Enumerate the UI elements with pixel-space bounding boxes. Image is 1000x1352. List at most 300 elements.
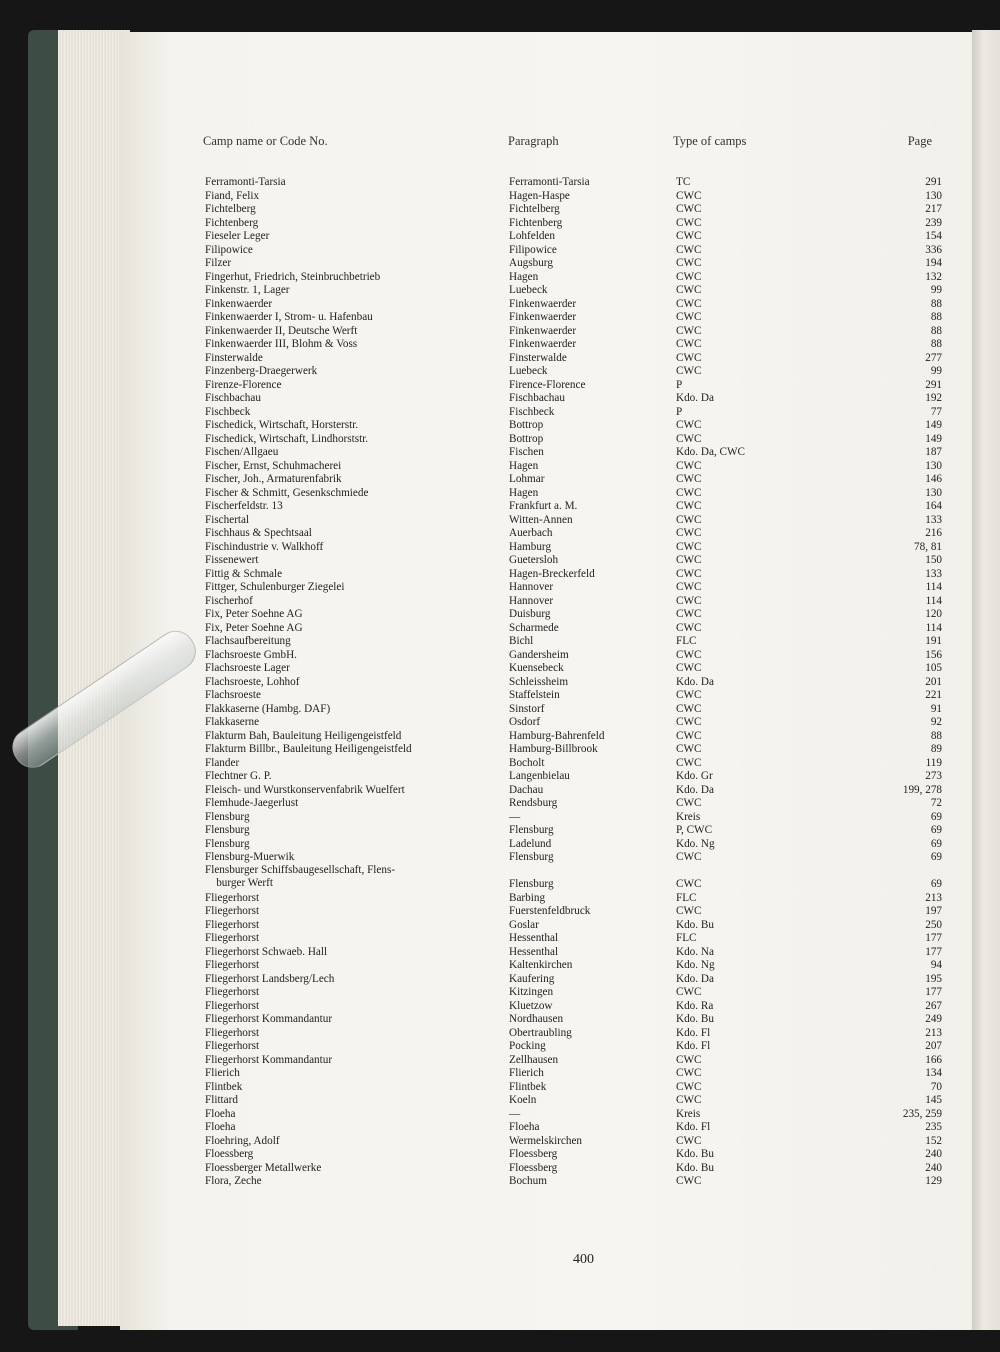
page-ref-cell: 249 <box>925 1013 942 1025</box>
paragraph-cell: Firence-Florence <box>509 378 586 391</box>
camp-name-cell: Floeha <box>205 1107 236 1120</box>
page-ref-cell: 277 <box>925 351 942 364</box>
table-row <box>120 1161 972 1175</box>
header-camp-name: Camp name or Code No. <box>203 134 328 148</box>
page-ref-cell: 213 <box>925 891 942 904</box>
table-row <box>120 607 972 621</box>
camp-type-cell: Kdo. Bu <box>676 1148 714 1160</box>
page-ref-cell: 195 <box>925 972 942 985</box>
paragraph-cell: Augsburg <box>509 257 553 269</box>
page-ref-cell: 149 <box>925 419 942 431</box>
page-ref-cell: 130 <box>925 459 942 472</box>
table-row <box>120 405 972 419</box>
paragraph-cell: Flensburg <box>509 851 554 863</box>
paragraph-cell: Fuerstenfeldbruck <box>509 905 591 917</box>
table-row <box>120 823 972 837</box>
camp-type-cell: P <box>676 378 683 391</box>
paragraph-cell: Hessenthal <box>509 932 559 944</box>
paragraph-cell: Scharmede <box>509 621 559 634</box>
table-row <box>120 918 972 932</box>
table-row <box>120 756 972 770</box>
paragraph-cell: Kaufering <box>509 972 555 985</box>
camp-name-cell: Flachsroeste, Lohhof <box>205 675 300 688</box>
table-row <box>120 1134 972 1148</box>
table-row <box>120 904 972 918</box>
page-ref-cell: 273 <box>925 770 942 782</box>
camp-type-cell: CWC <box>676 351 702 364</box>
camp-name-cell: Fliegerhorst Landsberg/Lech <box>205 972 335 985</box>
page-ref-cell: 88 <box>930 311 942 323</box>
camp-name-cell: Finkenwaerder III, Blohm & Voss <box>205 338 358 350</box>
camp-name-cell: Fischindustrie v. Walkhoff <box>205 540 324 553</box>
camp-type-cell: CWC <box>676 324 702 337</box>
table-row <box>120 283 972 297</box>
camp-type-cell: CWC <box>676 1067 702 1079</box>
paragraph-cell: Hagen <box>509 270 539 283</box>
table-row <box>120 567 972 581</box>
table-row <box>120 229 972 243</box>
page-ref-cell: 177 <box>925 932 942 944</box>
paragraph-cell: Duisburg <box>509 608 551 620</box>
table-row <box>120 486 972 500</box>
camp-type-cell: CWC <box>676 581 702 593</box>
paragraph-cell: Hagen-Breckerfeld <box>509 567 595 580</box>
camp-name-cell: Flakkaserne (Hambg. DAF) <box>205 702 331 715</box>
page-ref-cell: 88 <box>930 324 942 337</box>
camp-name-cell: Floeha <box>205 1121 236 1133</box>
camp-name-cell: Fix, Peter Soehne AG <box>205 621 303 634</box>
camp-type-cell: CWC <box>676 554 702 566</box>
page-ref-cell: 267 <box>925 999 942 1012</box>
camp-type-cell: CWC <box>676 284 702 296</box>
table-row <box>120 783 972 797</box>
camp-name-cell: Fischerfeldstr. 13 <box>205 500 283 512</box>
paragraph-cell: Kluetzow <box>509 999 553 1012</box>
camp-name-cell: Fliegerhorst <box>205 918 260 931</box>
camp-name-cell: Fischer, Ernst, Schuhmacherei <box>205 459 342 472</box>
camp-type-cell: P, CWC <box>676 824 713 836</box>
camp-name-cell: Filzer <box>205 257 232 269</box>
camp-name-cell: Flachsaufbereitung <box>205 635 291 647</box>
camp-type-cell: CWC <box>676 594 702 607</box>
camp-name-cell: Fliegerhorst <box>205 1040 260 1052</box>
page-ref-cell: 92 <box>930 716 942 728</box>
camp-type-cell: CWC <box>676 905 702 917</box>
paragraph-cell: Filipowice <box>509 243 557 256</box>
camp-name-cell: Finkenwaerder <box>205 297 273 310</box>
page-ref-cell: 217 <box>925 203 942 215</box>
book-page <box>120 32 972 1330</box>
paragraph-cell: Bottrop <box>509 432 544 445</box>
camp-type-cell: CWC <box>676 338 702 350</box>
paragraph-cell: Luebeck <box>509 284 548 296</box>
table-row <box>120 648 972 662</box>
camp-type-cell: CWC <box>676 756 702 769</box>
camp-name-cell: Flakkaserne <box>205 716 260 728</box>
camp-name-cell: Fichtenberg <box>205 216 259 229</box>
camp-name-cell: Fischer, Joh., Armaturenfabrik <box>205 473 342 485</box>
paragraph-cell: Frankfurt a. M. <box>509 500 578 512</box>
camp-name-cell: Fischertal <box>205 513 250 526</box>
paragraph-cell: Fichtenberg <box>509 216 563 229</box>
table-row <box>120 1174 972 1188</box>
facing-page-edge <box>972 30 1000 1330</box>
camp-name-cell: Flensburger Schiffsbaugesellschaft, Flens- burger Werft <box>205 863 396 889</box>
page-ref-cell: 91 <box>930 702 942 715</box>
paragraph-cell: Auerbach <box>509 527 553 539</box>
page-ref-cell: 152 <box>925 1134 942 1147</box>
camp-type-cell: CWC <box>676 1094 702 1106</box>
camp-type-cell: TC <box>676 176 691 188</box>
paragraph-cell: Bocholt <box>509 756 545 769</box>
paragraph-cell: — <box>509 1107 521 1120</box>
paragraph-cell: Lohmar <box>509 473 545 485</box>
paragraph-cell: Obertraubling <box>509 1026 572 1039</box>
page-ref-cell: 164 <box>925 500 942 512</box>
table-row <box>120 378 972 392</box>
camp-type-cell: FLC <box>676 891 697 904</box>
page-ref-cell: 187 <box>925 446 942 458</box>
camp-name-cell: Fliegerhorst <box>205 986 260 998</box>
paragraph-cell: Floeha <box>509 1121 540 1133</box>
table-row <box>120 810 972 824</box>
table-row <box>120 891 972 905</box>
table-row <box>120 540 972 554</box>
camp-name-cell: Fischedick, Wirtschaft, Lindhorststr. <box>205 432 369 445</box>
table-row <box>120 931 972 945</box>
page-ref-cell: 114 <box>925 621 942 634</box>
table-row <box>120 526 972 540</box>
paragraph-cell: Guetersloh <box>509 554 559 566</box>
page-ref-cell: 240 <box>925 1148 942 1160</box>
table-row <box>120 769 972 783</box>
camp-type-cell: CWC <box>676 1053 702 1066</box>
page-ref-cell: 239 <box>925 216 942 229</box>
page-ref-cell: 149 <box>925 432 942 445</box>
paragraph-cell: Dachau <box>509 783 544 796</box>
table-row <box>120 418 972 432</box>
camp-name-cell: Fleisch- und Wurstkonservenfabrik Wuelfert <box>205 783 405 796</box>
page-ref-cell: 77 <box>930 405 942 418</box>
paragraph-cell: — <box>509 810 521 823</box>
camp-name-cell: Flensburg <box>205 837 250 850</box>
camp-type-cell: CWC <box>676 216 702 229</box>
camp-type-cell: CWC <box>676 1080 702 1093</box>
page-ref-cell: 69 <box>930 878 942 890</box>
camp-type-cell: CWC <box>676 797 702 809</box>
page-ref-cell: 94 <box>930 959 942 971</box>
page-ref-cell: 69 <box>930 837 942 850</box>
page-ref-cell: 166 <box>925 1053 942 1066</box>
camp-name-cell: Fissenewert <box>205 554 259 566</box>
page-ref-cell: 197 <box>925 905 942 917</box>
camp-type-cell: CWC <box>676 311 702 323</box>
page-ref-cell: 250 <box>925 918 942 931</box>
camp-name-cell: Flachsroeste GmbH. <box>205 648 297 661</box>
page-ref-cell: 199, 278 <box>902 783 942 796</box>
paragraph-cell: Goslar <box>509 918 539 931</box>
camp-type-cell: CWC <box>676 270 702 283</box>
paragraph-cell: Hannover <box>509 594 554 607</box>
camp-name-cell: Finsterwalde <box>205 351 263 364</box>
camp-type-cell: CWC <box>676 621 702 634</box>
page-ref-cell: 69 <box>930 810 942 823</box>
page-ref-cell: 69 <box>930 824 942 836</box>
camp-name-cell: Fittig & Schmale <box>205 567 283 580</box>
camp-name-cell: Fischbachau <box>205 392 261 404</box>
camp-name-cell: Flintbek <box>205 1080 243 1093</box>
camp-name-cell: Flakturm Bah, Bauleitung Heiligengeistfeld <box>205 729 402 742</box>
camp-type-cell: CWC <box>676 459 702 472</box>
camp-name-cell: Fieseler Leger <box>205 230 270 242</box>
camp-type-cell: CWC <box>676 662 702 674</box>
paragraph-cell: Finkenwaerder <box>509 324 577 337</box>
table-row <box>120 621 972 635</box>
paragraph-cell: Flierich <box>509 1067 544 1079</box>
table-row <box>120 594 972 608</box>
table-row <box>120 202 972 216</box>
table-row <box>120 472 972 486</box>
table-row <box>120 364 972 378</box>
camp-type-cell: Kdo. Da <box>676 783 714 796</box>
camp-type-cell: Kdo. Da <box>676 675 714 688</box>
camp-type-cell: CWC <box>676 648 702 661</box>
page-ref-cell: 194 <box>925 257 942 269</box>
paragraph-cell: Flensburg <box>509 824 554 836</box>
page-ref-cell: 191 <box>925 635 942 647</box>
paragraph-cell: Gandersheim <box>509 648 569 661</box>
camp-type-cell: CWC <box>676 243 702 256</box>
camp-type-cell: Kdo. Da <box>676 392 714 404</box>
page-ref-cell: 216 <box>925 527 942 539</box>
page-ref-cell: 130 <box>925 486 942 499</box>
camp-type-cell: CWC <box>676 527 702 539</box>
camp-type-cell: CWC <box>676 878 702 890</box>
camp-name-cell: Filipowice <box>205 243 253 256</box>
paragraph-cell: Koeln <box>509 1094 537 1106</box>
paragraph-cell: Staffelstein <box>509 689 560 701</box>
paragraph-cell: Finkenwaerder <box>509 311 577 323</box>
page-ref-cell: 240 <box>925 1161 942 1174</box>
table-row <box>120 850 972 864</box>
camp-name-cell: Fliegerhorst <box>205 999 260 1012</box>
paragraph-cell: Fichtelberg <box>509 203 560 215</box>
page-ref-cell: 114 <box>925 581 942 593</box>
paragraph-cell: Hannover <box>509 581 554 593</box>
camp-name-cell: Flensburg <box>205 824 250 836</box>
page-ref-cell: 132 <box>925 270 942 283</box>
camp-type-cell: CWC <box>676 230 702 242</box>
table-row <box>120 256 972 270</box>
table-row <box>120 337 972 351</box>
camp-type-cell: Kdo. Bu <box>676 1013 714 1025</box>
camp-name-cell: Fliegerhorst <box>205 959 260 971</box>
table-row <box>120 324 972 338</box>
camp-name-cell: Flakturm Billbr., Bauleitung Heiligengeistfeld <box>205 743 412 755</box>
table-row <box>120 351 972 365</box>
camp-name-cell: Fischerhof <box>205 594 253 607</box>
paragraph-cell: Zellhausen <box>509 1053 559 1066</box>
table-row <box>120 1147 972 1161</box>
page-ref-cell: 129 <box>925 1175 942 1187</box>
paragraph-cell: Witten-Annen <box>509 513 573 526</box>
camp-name-cell: Finkenwaerder I, Strom- u. Hafenbau <box>205 311 373 323</box>
paragraph-cell: Nordhausen <box>509 1013 564 1025</box>
camp-name-cell: Fischen/Allgaeu <box>205 446 279 458</box>
paragraph-cell: Kaltenkirchen <box>509 959 573 971</box>
paragraph-cell: Finkenwaerder <box>509 338 577 350</box>
camp-type-cell: Kdo. Bu <box>676 1161 714 1174</box>
page-ref-cell: 235 <box>925 1121 942 1133</box>
page-ref-cell: 99 <box>930 365 942 377</box>
table-row <box>120 1107 972 1121</box>
table-row <box>120 742 972 756</box>
table-row <box>120 796 972 810</box>
paragraph-cell: Hamburg-Bahrenfeld <box>509 729 605 742</box>
paragraph-cell: Pocking <box>509 1040 546 1052</box>
camp-type-cell: FLC <box>676 932 697 944</box>
table-row <box>120 432 972 446</box>
camp-name-cell: Fischbeck <box>205 405 251 418</box>
camp-type-cell: Kdo. Bu <box>676 918 714 931</box>
paragraph-cell: Hagen <box>509 486 539 499</box>
page-ref-cell: 133 <box>925 567 942 580</box>
camp-name-cell: Flachsroeste <box>205 689 261 701</box>
camp-type-cell: CWC <box>676 203 702 215</box>
table-row <box>120 729 972 743</box>
paragraph-cell: Bichl <box>509 635 534 647</box>
page-ref-cell: 145 <box>925 1094 942 1106</box>
camp-type-cell: P <box>676 405 683 418</box>
paragraph-cell: Osdorf <box>509 716 541 728</box>
table-row <box>120 216 972 230</box>
page-ref-cell: 130 <box>925 189 942 202</box>
paragraph-cell: Langenbielau <box>509 770 570 782</box>
paragraph-cell: Lohfelden <box>509 230 555 242</box>
table-row <box>120 715 972 729</box>
paragraph-cell: Hessenthal <box>509 945 559 958</box>
table-row <box>120 972 972 986</box>
page-ref-cell: 78, 81 <box>914 540 942 553</box>
table-row <box>120 445 972 459</box>
page-ref-cell: 291 <box>925 378 942 391</box>
page-ref-cell: 88 <box>930 338 942 350</box>
paragraph-cell: Ferramonti-Tarsia <box>509 176 590 188</box>
camp-type-cell: CWC <box>676 189 702 202</box>
page-ref-cell: 146 <box>925 473 942 485</box>
table-row <box>120 1093 972 1107</box>
table-row <box>120 702 972 716</box>
camp-type-cell: CWC <box>676 702 702 715</box>
camp-type-cell: CWC <box>676 365 702 377</box>
camp-name-cell: Floessberger Metallwerke <box>205 1161 322 1174</box>
camp-type-cell: CWC <box>676 540 702 553</box>
table-row <box>120 1053 972 1067</box>
camp-type-cell: Kdo. Fl <box>676 1026 711 1039</box>
camp-name-cell: Finzenberg-Draegerwerk <box>205 365 318 377</box>
paragraph-cell: Fischbeck <box>509 405 555 418</box>
camp-type-cell: Kdo. Da <box>676 972 714 985</box>
table-row <box>120 999 972 1013</box>
header-type-of-camps: Type of camps <box>673 134 747 148</box>
table-row <box>120 243 972 257</box>
paragraph-cell: Sinstorf <box>509 702 545 715</box>
table-row <box>120 985 972 999</box>
camp-type-cell: Kdo. Ng <box>676 837 715 850</box>
table-row <box>120 1066 972 1080</box>
table-row <box>120 837 972 851</box>
table-row <box>120 688 972 702</box>
table-row <box>120 863 972 890</box>
table-row <box>120 1120 972 1134</box>
camp-name-cell: Fliegerhorst <box>205 891 260 904</box>
camp-name-cell: Flander <box>205 756 240 769</box>
camp-type-cell: Kdo. Na <box>676 945 714 958</box>
camp-type-cell: CWC <box>676 689 702 701</box>
table-row <box>120 1026 972 1040</box>
camp-type-cell: CWC <box>676 567 702 580</box>
camp-name-cell: Flechtner G. P. <box>205 770 272 782</box>
camp-name-cell: Fliegerhorst Kommandantur <box>205 1053 333 1066</box>
camp-type-cell: CWC <box>676 297 702 310</box>
camp-name-cell: Fingerhut, Friedrich, Steinbruchbetrieb <box>205 270 381 283</box>
table-row <box>120 459 972 473</box>
page-ref-cell: 88 <box>930 729 942 742</box>
page-ref-cell: 207 <box>925 1040 942 1052</box>
header-paragraph: Paragraph <box>508 134 559 148</box>
camp-name-cell: Fittger, Schulenburger Ziegelei <box>205 581 345 593</box>
paragraph-cell: Flensburg <box>509 878 554 890</box>
camp-name-cell: Fliegerhorst Kommandantur <box>205 1013 333 1025</box>
paragraph-cell: Wermelskirchen <box>509 1134 583 1147</box>
page-ref-cell: 72 <box>930 797 942 809</box>
camp-type-cell: CWC <box>676 419 702 431</box>
camp-type-cell: CWC <box>676 743 702 755</box>
camp-type-cell: CWC <box>676 608 702 620</box>
camp-type-cell: CWC <box>676 473 702 485</box>
page-ref-cell: 150 <box>925 554 942 566</box>
paragraph-cell: Floessberg <box>509 1148 558 1160</box>
camp-name-cell: Fliegerhorst <box>205 1026 260 1039</box>
camp-name-cell: Fichtelberg <box>205 203 256 215</box>
page-ref-cell: 235, 259 <box>902 1107 942 1120</box>
paragraph-cell: Rendsburg <box>509 797 558 809</box>
paragraph-cell: Finkenwaerder <box>509 297 577 310</box>
camp-name-cell: Fischer & Schmitt, Gesenkschmiede <box>205 486 369 499</box>
camp-type-cell: FLC <box>676 635 697 647</box>
paragraph-cell: Bochum <box>509 1175 547 1187</box>
camp-name-cell: Fix, Peter Soehne AG <box>205 608 303 620</box>
paragraph-cell: Hamburg-Billbrook <box>509 743 598 755</box>
page-ref-cell: 70 <box>930 1080 942 1093</box>
page-ref-cell: 156 <box>925 648 942 661</box>
table-row <box>120 310 972 324</box>
page-ref-cell: 133 <box>925 513 942 526</box>
page-ref-cell: 154 <box>925 230 942 242</box>
paragraph-cell: Luebeck <box>509 365 548 377</box>
paragraph-cell: Kitzingen <box>509 986 554 998</box>
paragraph-cell: Schleissheim <box>509 675 569 688</box>
table-row <box>120 1080 972 1094</box>
paragraph-cell: Floessberg <box>509 1161 558 1174</box>
page-ref-cell: 69 <box>930 851 942 863</box>
camp-type-cell: CWC <box>676 500 702 512</box>
page-ref-cell: 213 <box>925 1026 942 1039</box>
page-ref-cell: 105 <box>925 662 942 674</box>
camp-name-cell: Flensburg <box>205 810 250 823</box>
camp-type-cell: Kreis <box>676 810 701 823</box>
paragraph-cell: Fischbachau <box>509 392 565 404</box>
